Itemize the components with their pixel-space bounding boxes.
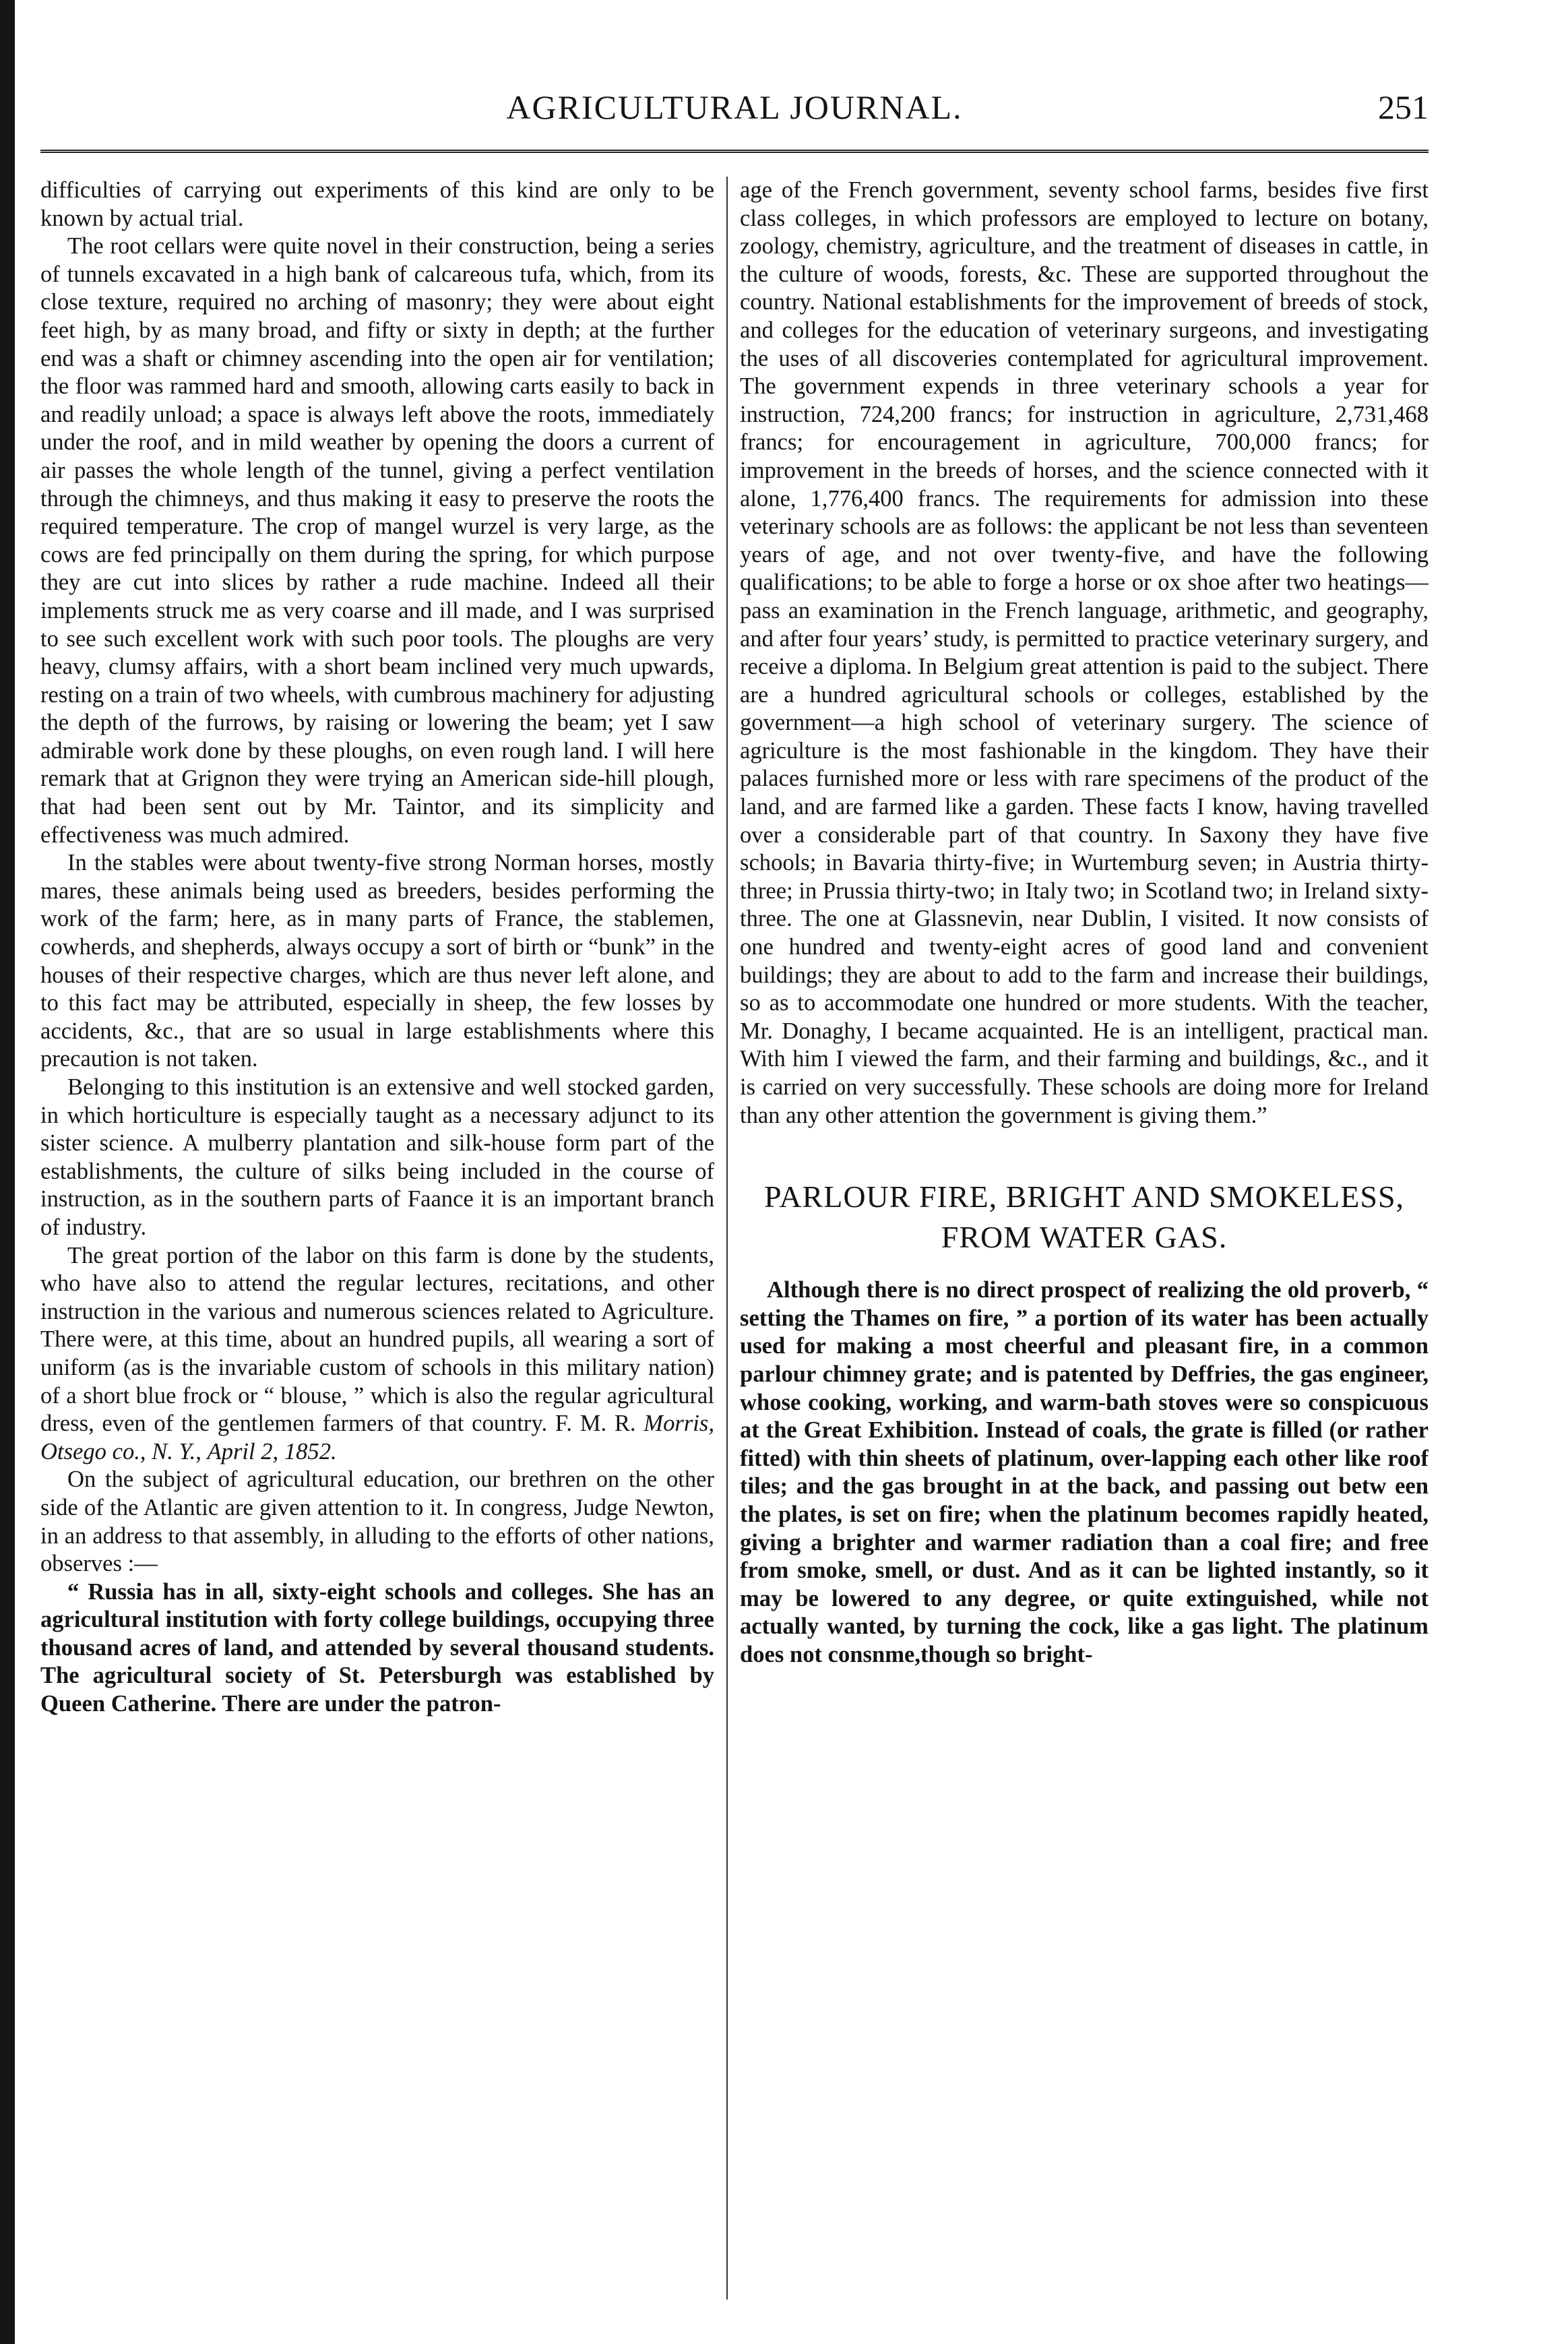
paragraph: Belonging to this institution is an extensive and well stocked garden, in which horticulture is especially taught as a necessary adjunct to its sister science. A mulberry plantation and silk-house form part of the establishments, the culture of silks being included in the course of instruction, as in the southern parts of Faance it is an important branch of industry. bbox=[40, 1074, 714, 1240]
signature-date: April 2, 1852. bbox=[207, 1438, 337, 1464]
paragraph: In the stables were about twenty-five strong Norman horses, mostly mares, these animals being used as breeders, besides performing the work of the farm; here, as in many parts of France, the stablemen, cowherds, and shepherds, always occupy a sort of birth or “bunk” in the houses of their respective charges, which are thus never left alone, and to this fact may be attributed, especially in sheep, the few losses by accidents, &c., that are so usual in large establishments where this precaution is not taken. bbox=[40, 850, 714, 1072]
paragraph bbox=[40, 1242, 714, 1467]
right-column bbox=[740, 177, 1429, 2326]
page-number: 251 bbox=[1378, 88, 1429, 126]
header-rule bbox=[40, 150, 1429, 155]
signature-place: Morris, Otsego co., N. Y., bbox=[40, 1411, 714, 1464]
quote-paragraph: “ Russia has in all, sixty-eight schools and colleges. She has an agricultural institution with forty college buildings, occupying three thousand acres of land, and attended by several thousand students. The agricultural society of St. Petersburgh was established by Queen Catherine. There are under the patron- bbox=[40, 1578, 714, 1717]
paragraph: The root cellars were quite novel in their construction, being a series of tunnels excavated in a high bank of calcareous tufa, which, from its close texture, required no arching of masonry; they were about eight feet high, by as many broad, and fifty or sixty in depth; at the further end was a shaft or chimney ascending into the open air for ventilation; the floor was rammed hard and smooth, allowing carts easily to back in and readily unload; a space is always left above the roots, immediately under the roof, and in mild weather by opening the doors a current of air passes the whole length of the tunnel, giving a perfect ventilation through the chimneys, and thus making it easy to preserve the roots the required temperature. The crop of mangel wurzel is very large, as the cows are fed principally on them during the spring, for which purpose they are cut into slices by rather a rude machine. Indeed all their implements struck me as very coarse and ill made, and I was surprised to see such excellent work with such poor tools. The ploughs are very heavy, clumsy affairs, with a short beam inclined very much upwards, resting on a train of two wheels, with cumbrous machinery for adjusting the depth of the furrows, by raising or lowering the beam; yet I saw admirable work done by these ploughs, on even rough land. I will here remark that at Grignon they were trying an American side-hill plough, that had been sent out by Mr. Taintor, and its simplicity and effectiveness was much admired. bbox=[40, 233, 714, 848]
left-column bbox=[40, 177, 714, 2326]
page-header bbox=[40, 88, 1429, 142]
scan-binding-edge bbox=[0, 0, 15, 2344]
paragraph: Although there is no direct prospect of realizing the old proverb, “ setting the Thames on fire, ” a portion of its water has been actually used for making a most cheerful and pleasant fire, in a common parlour chimney grate; and is patented by Deffries, the gas engineer, whose cooking, working, and warm-bath stoves were so conspicuous at the Great Exhibition. Instead of coals, the grate is filled (or rather fitted) with thin sheets of platinum, over-lapping each other like roof tiles; and the gas brought in at the back, and passing out betw een the plates, is set on fire; when the platinum becomes rapidly heated, giving a brighter and warmer radiation than a coal fire; and free from smoke, smell, or dust. And as it can be lighted instantly, so it may be lowered to any degree, or quite extinguished, while not actually wanted, by turning the cock, like a gas light. The platinum does not consnme,though so bright- bbox=[740, 1277, 1429, 1667]
paragraph-text: The great portion of the labor on this farm is done by the students, who have also to attend the regular lectures, recitations, and other instruction in the various and numerous sciences related to Agriculture. There were, at this time, about an hundred pupils, all wearing a sort of uniform (as is the invariable custom of schools in this military nation) of a short blue frock or “ blouse, ” which is also the regular agricultural dress, even of the gentlemen farmers of that country. bbox=[40, 1242, 714, 1437]
running-title: AGRICULTURAL JOURNAL. bbox=[506, 88, 963, 126]
column-divider bbox=[726, 177, 728, 2300]
paragraph: On the subject of agricultural education, our brethren on the other side of the Atlantic are given attention to it. In congress, Judge Newton, in an address to that assembly, in alluding to the efforts of other nations, observes :— bbox=[40, 1467, 714, 1577]
paragraph: difficulties of carrying out experiments of this kind are only to be known by actual trial. bbox=[40, 177, 714, 231]
paragraph: age of the French government, seventy school farms, besides five first class colleges, in which professors are employed to lecture on botany, zoology, chemistry, agriculture, and the treatment of diseases in cattle, in the culture of woods, forests, &c. These are supported throughout the country. National establishments for the improvement of breeds of stock, and colleges for the education of veterinary surgeons, and investigating the uses of all discoveries contemplated for agricultural improvement. The government expends in three veterinary schools a year for instruction, 724,200 francs; for instruction in agriculture, 2,731,468 francs; for encouragement in agriculture, 700,000 francs; for improvement in the breeds of horses, and the science connected with it alone, 1,776,400 francs. The requirements for admission into these veterinary schools are as follows: the applicant be not less than seventeen years of age, and not over twenty-five, and have the following qualifications; to be able to forge a horse or ox shoe after two heatings—pass an examination in the French language, arithmetic, and geography, and after four years’ study, is permitted to practice veterinary surgery, and receive a diploma. In Belgium great attention is paid to the subject. There are a hundred agricultural schools or colleges, established by the government—a high school of veterinary surgery. The science of agriculture is the most fashionable in the kingdom. They have their palaces furnished more or less with rare specimens of the product of the land, and are farmed like a garden. These facts I know, having travelled over a considerable part of that country. In Saxony they have five schools; in Bavaria thirty-five; in Wurtemburg seven; in Austria thirty-three; in Prussia thirty-two; in Italy two; in Scotland two; in Ireland sixty-three. The one at Glassnevin, near Dublin, I visited. It now consists of one hundred and twenty-eight acres of good land and convenient buildings; they are about to add to the farm and increase their buildings, so as to accommodate one hundred or more students. With the teacher, Mr. Donaghy, I became acquainted. He is an intelligent, practical man. With him I viewed the farm, and their farming and buildings, &c., and it is carried on very successfully. These schools are doing more for Ireland than any other attention the government is giving them.” bbox=[740, 177, 1429, 1128]
signature-initials: F. M. R. bbox=[555, 1411, 636, 1437]
section-heading: PARLOUR FIRE, BRIGHT AND SMOKELESS, FROM WATER GAS. bbox=[763, 1179, 1405, 1255]
